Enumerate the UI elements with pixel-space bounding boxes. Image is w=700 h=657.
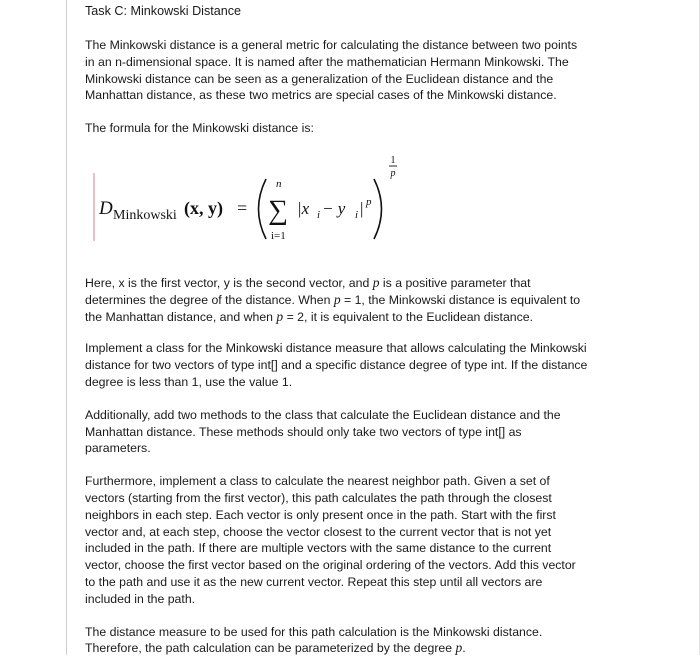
explanation-paragraph [85,275,685,325]
additionally-paragraph: Additionally, add two methods to the class that calculate the Euclidean distance and the Manhattan distance. These methods should only take two vectors of type int[] as parameters. [85,407,561,456]
task-title: Task C: Minkowski Distance [85,4,242,18]
explanation-p-symbol-3: p [276,308,284,324]
document-page [66,0,700,655]
explanation-text-4: = 2, it is equivalent to the Euclidean distance. [283,309,534,324]
explanation-text-3: = 1, the Minkowski distance is equivalent to the Manhattan distance, and when [85,292,581,324]
sum-lower-limit: i=1 [271,229,286,242]
exponent-denominator: p [390,167,396,179]
abs-sub-i1: i [317,208,321,221]
left-big-paren [259,179,267,239]
formula-graphic [85,143,685,267]
formula-intro-paragraph: The formula for the Minkowski distance is: [85,121,314,136]
abs-sub-i2: i [355,208,359,221]
minkowski-formula [85,143,685,267]
explanation-text-2: is a positive parameter that determines the degree of the distance. When [85,275,531,307]
formula-lhs-symbol: D [99,197,113,219]
abs-close: | [360,198,364,218]
formula-lhs-subscript: Minkowski [113,207,177,223]
distance-text-1: The distance measure to be used for this path calculation is the Minkowski distance. Therefore, the path calculation can be parameterized by the degree [85,624,543,656]
explanation-p-symbol-1: p [372,274,380,290]
formula-equals: = [237,197,248,218]
distance-p-symbol: p [455,640,463,656]
explanation-text-1: Here, x is the first vector, y is the second vector, and [85,275,373,290]
intro-paragraph: The Minkowski distance is a general metric for calculating the distance between two points in an n-dimensional space. It is named after the mathematician Hermann Minkowski. The Minkowski distance can be seen as a generalization of the Euclidean distance and the Manhattan distance, as these two metrics are special cases of the Minkowski distance. [85,38,578,103]
right-big-paren [374,179,382,239]
abs-body: |x [297,198,310,218]
furthermore-paragraph: Furthermore, implement a class to calculate the nearest neighbor path. Given a set of vectors (starting from the first vector), this path calculates the path through the closest neighbors in each step. Each vector is only present once in the path. Start with the first vector and, at each step, choose the vector closest to the current vector that is not yet included in the path. If there are multiple vectors with the same distance to the current vector, choose the first vector based on the original ordering of the vectors. Add this vector to the path and use it as the new current vector. Repeat this step until all vectors are included in the path. [85,474,576,606]
sum-upper-limit: n [276,177,282,190]
distance-measure-paragraph [85,624,685,657]
abs-power-p: p [366,195,372,208]
sum-symbol: ∑ [268,194,288,226]
distance-text-2: . [462,641,466,656]
exponent-numerator: 1 [390,154,396,166]
implement-paragraph: Implement a class for the Minkowski distance measure that allows calculating the Minkowski distance for two vectors of type int[] and a specific distance degree of type int. If the distance degree is less than 1, use the value 1. [85,341,588,389]
explanation-p-symbol-2: p [333,291,341,307]
abs-minus-y: − y [322,198,346,218]
formula-lhs-args: (x, y) [184,197,223,218]
document-content [85,3,685,657]
